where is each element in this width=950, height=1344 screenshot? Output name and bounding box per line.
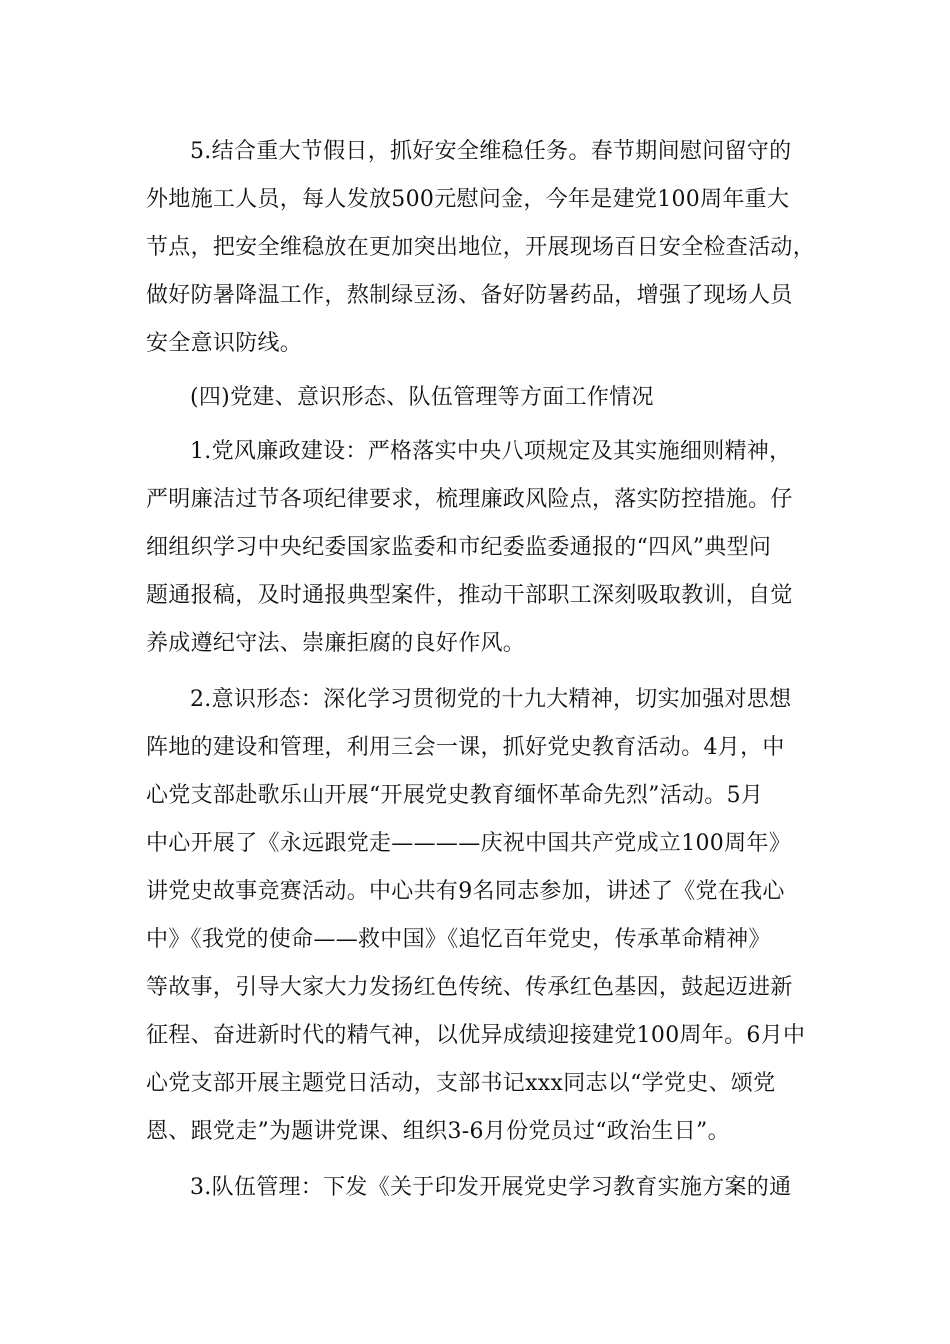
paragraph-2-line-9: 心党支部开展主题党日活动，支部书记xxx同志以“学党史、颂党 bbox=[146, 1071, 776, 1096]
paragraph-2-line-1: 2.意识形态：深化学习贯彻党的十九大精神，切实加强对思想 bbox=[190, 687, 792, 712]
paragraph-1-line-3: 细组织学习中央纪委国家监委和市纪委监委通报的“四风”典型问 bbox=[146, 535, 772, 560]
paragraph-2-line-6: 中》《我党的使命——救中国》《追忆百年党史，传承革命精神》 bbox=[146, 927, 771, 952]
paragraph-2-line-4: 中心开展了《永远跟党走————庆祝中国共产党成立100周年》 bbox=[146, 831, 791, 856]
paragraph-5-line-5: 安全意识防线。 bbox=[146, 331, 303, 356]
paragraph-1-line-2: 严明廉洁过节各项纪律要求，梳理廉政风险点，落实防控措施。仔 bbox=[146, 487, 793, 512]
paragraph-3-line-1: 3.队伍管理：下发《关于印发开展党史学习教育实施方案的通 bbox=[190, 1175, 792, 1200]
paragraph-5-line-2: 外地施工人员，每人发放500元慰问金，今年是建党100周年重大 bbox=[146, 187, 790, 212]
paragraph-2-line-7: 等故事，引导大家大力发扬红色传统、传承红色基因，鼓起迈进新 bbox=[146, 975, 793, 1000]
paragraph-1-line-4: 题通报稿，及时通报典型案件，推动干部职工深刻吸取教训，自觉 bbox=[146, 583, 793, 608]
section-heading-4: (四)党建、意识形态、队伍管理等方面工作情况 bbox=[190, 385, 654, 410]
paragraph-5-line-3: 节点，把安全维稳放在更加突出地位，开展现场百日安全检查活动， bbox=[146, 235, 816, 260]
paragraph-2-line-3: 心党支部赴歌乐山开展“开展党史教育缅怀革命先烈”活动。5月 bbox=[146, 783, 764, 808]
paragraph-2-line-8: 征程、奋进新时代的精气神，以优异成绩迎接建党100周年。6月中 bbox=[146, 1023, 806, 1048]
paragraph-1-line-5: 养成遵纪守法、崇廉拒腐的良好作风。 bbox=[146, 631, 526, 656]
paragraph-5-line-4: 做好防暑降温工作，熬制绿豆汤、备好防暑药品，增强了现场人员 bbox=[146, 283, 793, 308]
paragraph-1-line-1: 1.党风廉政建设：严格落实中央八项规定及其实施细则精神， bbox=[190, 439, 792, 464]
paragraph-2-line-10: 恩、跟党走”为题讲党课、组织3-6月份党员过“政治生日”。 bbox=[146, 1119, 730, 1144]
paragraph-5-line-1: 5.结合重大节假日，抓好安全维稳任务。春节期间慰问留守的 bbox=[190, 139, 792, 164]
paragraph-2-line-2: 阵地的建设和管理，利用三会一课，抓好党史教育活动。4月，中 bbox=[146, 735, 785, 760]
paragraph-2-line-5: 讲党史故事竞赛活动。中心共有9名同志参加，讲述了《党在我心 bbox=[146, 879, 785, 904]
